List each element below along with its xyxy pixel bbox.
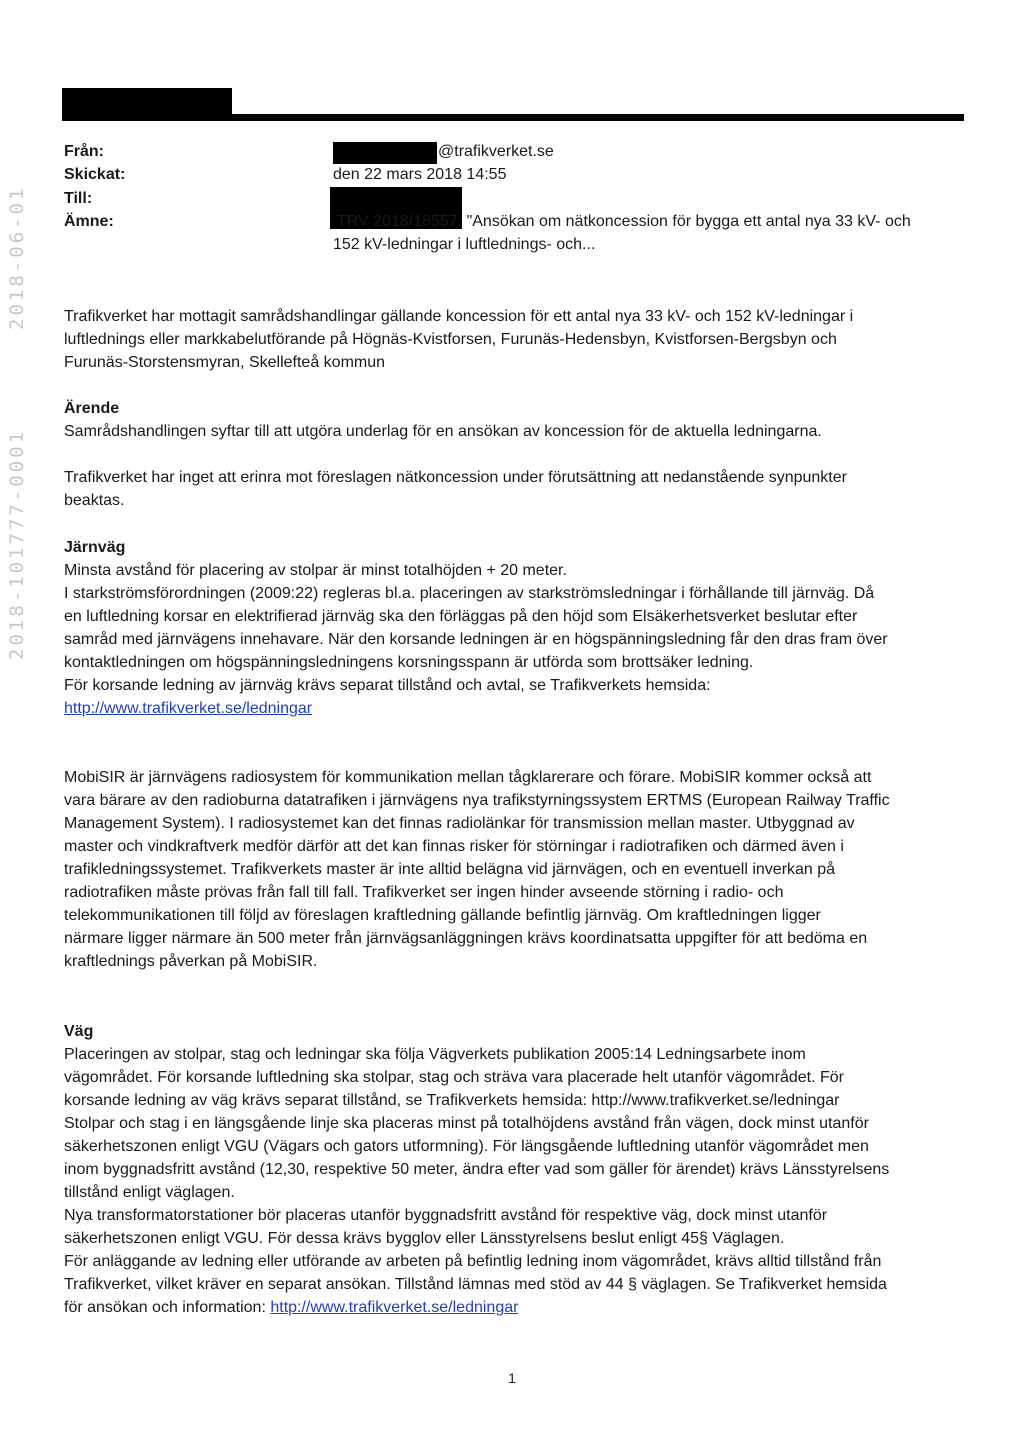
vag-line: Trafikverket, vilket kräver en separat ansökan. Tillstånd lämnas med stöd av 44 § väglagen. Se Trafikverket hemsida xyxy=(64,1276,887,1293)
vag-line: vägområdet. För korsande luftledning ska stolpar, stag och sträva vara placerade helt utanför vägområdet. För xyxy=(64,1069,844,1086)
vag-line: tillstånd enligt väglagen. xyxy=(64,1184,235,1201)
mobisir-line: radiotrafiken måste prövas från fall till fall. Trafikverket ser ingen hinder avseende störning i radio- och xyxy=(64,884,784,901)
jarnvag-heading: Järnväg xyxy=(64,539,126,556)
vag-line: säkerhetszonen enligt VGU. För dessa krävs bygglov eller Länsstyrelsens beslut enligt 45§ Väglagen. xyxy=(64,1230,785,1247)
redacted-from-user xyxy=(333,142,437,164)
vag-section xyxy=(64,1020,964,1319)
intro-line: Furunäs-Storstensmyran, Skellefteå kommun xyxy=(64,354,386,371)
vag-ledningar-link[interactable]: http://www.trafikverket.se/ledningar xyxy=(270,1299,519,1316)
vag-heading: Väg xyxy=(64,1023,94,1040)
vag-last-line xyxy=(64,1296,964,1319)
registry-stamp-number: 2018-101777-0001 xyxy=(6,428,28,660)
vag-line: För anläggande av ledning eller utförande av arbeten på befintlig ledning inom vägområdet, krävs alltid tillstånd från xyxy=(64,1253,882,1270)
mobisir-line: närmare ligger närmare än 500 meter från järnvägsanläggningen krävs koordinatsatta uppgifter för att bedöma en xyxy=(64,930,868,947)
jarnvag-line: I starkströmsförordningen (2009:22) regleras bl.a. placeringen av starkströmsledningar i förhållande till järnväg. Då xyxy=(64,585,875,602)
vag-line: Placeringen av stolpar, stag och ledningar ska följa Vägverkets publikation 2005:14 Ledningsarbete inom xyxy=(64,1046,806,1063)
vag-line: säkerhetszonen enligt VGU (Vägars och gators utformning). För längsgående luftledning utanför vägområdet men xyxy=(64,1138,869,1155)
subject-line-2: 152 kV-ledningar i luftlednings- och... xyxy=(333,236,596,253)
jarnvag-line: För korsande ledning av järnväg krävs separat tillstånd och avtal, se Trafikverkets hemsida: xyxy=(64,677,711,694)
vag-line: Stolpar och stag i en längsgående linje ska placeras minst på totalhöjdens avstånd från vägen, dock minst utanför xyxy=(64,1115,869,1132)
arende-line: Trafikverket har inget att erinra mot föreslagen nätkoncession under förutsättning att nedanstående synpunkter xyxy=(64,469,847,486)
mobisir-section xyxy=(64,766,964,973)
mobisir-line: trafikledningssystemet. Trafikverkets master är inte alltid belägna vid järnvägen, och en eventuell inverkan på xyxy=(64,861,836,878)
from-label: Från: xyxy=(64,143,104,160)
vag-line: inom byggnadsfritt avstånd (12,30, respektive 50 meter, ändra efter vad som gäller för ärendet) krävs Länsstyrelsens xyxy=(64,1161,890,1178)
sent-label: Skickat: xyxy=(64,166,126,183)
arende-section xyxy=(64,397,964,512)
jarnvag-line: en luftledning korsar en elektrifierad järnväg ska den förläggas på den höjd som Elsäkerhetsverket beslutar efter xyxy=(64,608,858,625)
jarnvag-ledningar-link[interactable]: http://www.trafikverket.se/ledningar xyxy=(64,700,313,717)
sent-value: den 22 mars 2018 14:55 xyxy=(333,166,507,183)
arende-line: Samrådshandlingen syftar till att utgöra underlag för en ansökan av koncession för de aktuella ledningarna. xyxy=(64,423,822,440)
jarnvag-section xyxy=(64,536,964,720)
vag-line: Nya transformatorstationer bör placeras utanför byggnadsfritt avstånd för respektive väg, dock minst utanför xyxy=(64,1207,828,1224)
jarnvag-line: kontaktledningen om högspänningsledningens korsningsspann är utförda som brottsäker ledning. xyxy=(64,654,754,671)
jarnvag-line: samråd med järnvägens innehavare. När den korsande ledningen är en högspänningsledning får den dras fram över xyxy=(64,631,888,648)
arende-line: beaktas. xyxy=(64,492,125,509)
mobisir-line: MobiSIR är järnvägens radiosystem för kommunikation mellan tågklarerare och förare. MobiSIR kommer också att xyxy=(64,769,872,786)
vag-last-line-text: för ansökan och information: xyxy=(64,1299,271,1316)
mobisir-line: Management System). I radiosystemet kan det finnas radiolänkar för transmission mellan master. Utbyggnad av xyxy=(64,815,855,832)
arende-heading: Ärende xyxy=(64,400,120,417)
from-value: @trafikverket.se xyxy=(438,143,554,160)
mobisir-line: master och vindkraftverk medför därför att det kan finnas risker för störningar i radiotrafiken och därmed även i xyxy=(64,838,844,855)
vag-line: korsande ledning av väg krävs separat tillstånd, se Trafikverkets hemsida: http://www.trafikverket.se/ledningar xyxy=(64,1092,840,1109)
intro-line: luftlednings eller markkabelutförande på Högnäs-Kvistforsen, Furunäs-Hedensbyn, Kvistforsen-Bergsbyn och xyxy=(64,331,837,348)
intro-line: Trafikverket har mottagit samrådshandlingar gällande koncession för ett antal nya 33 kV- och 152 kV-ledningar i xyxy=(64,308,854,325)
mobisir-line: telekommunikationen till följd av föreslagen kraftledning gällande befintlig järnväg. Om kraftledningen ligger xyxy=(64,907,821,924)
mobisir-line: vara bärare av den radioburna datatrafiken i järnvägens nya trafikstyrningssystem ERTMS (European Railway Traffic xyxy=(64,792,890,809)
page-number: 1 xyxy=(508,1370,516,1386)
header-divider xyxy=(62,114,964,121)
intro-paragraph xyxy=(64,305,964,374)
subject-line-1: TRV 2018/18557, "Ansökan om nätkoncession för bygga ett antal nya 33 kV- och xyxy=(337,213,911,230)
mobisir-line: kraftlednings påverkan på MobiSIR. xyxy=(64,953,318,970)
to-label: Till: xyxy=(64,190,93,207)
subject-label: Ämne: xyxy=(64,213,114,230)
jarnvag-line: Minsta avstånd för placering av stolpar är minst totalhöjden + 20 meter. xyxy=(64,562,567,579)
registry-stamp-date: 2018-06-01 xyxy=(6,185,28,330)
spacer xyxy=(64,443,964,466)
